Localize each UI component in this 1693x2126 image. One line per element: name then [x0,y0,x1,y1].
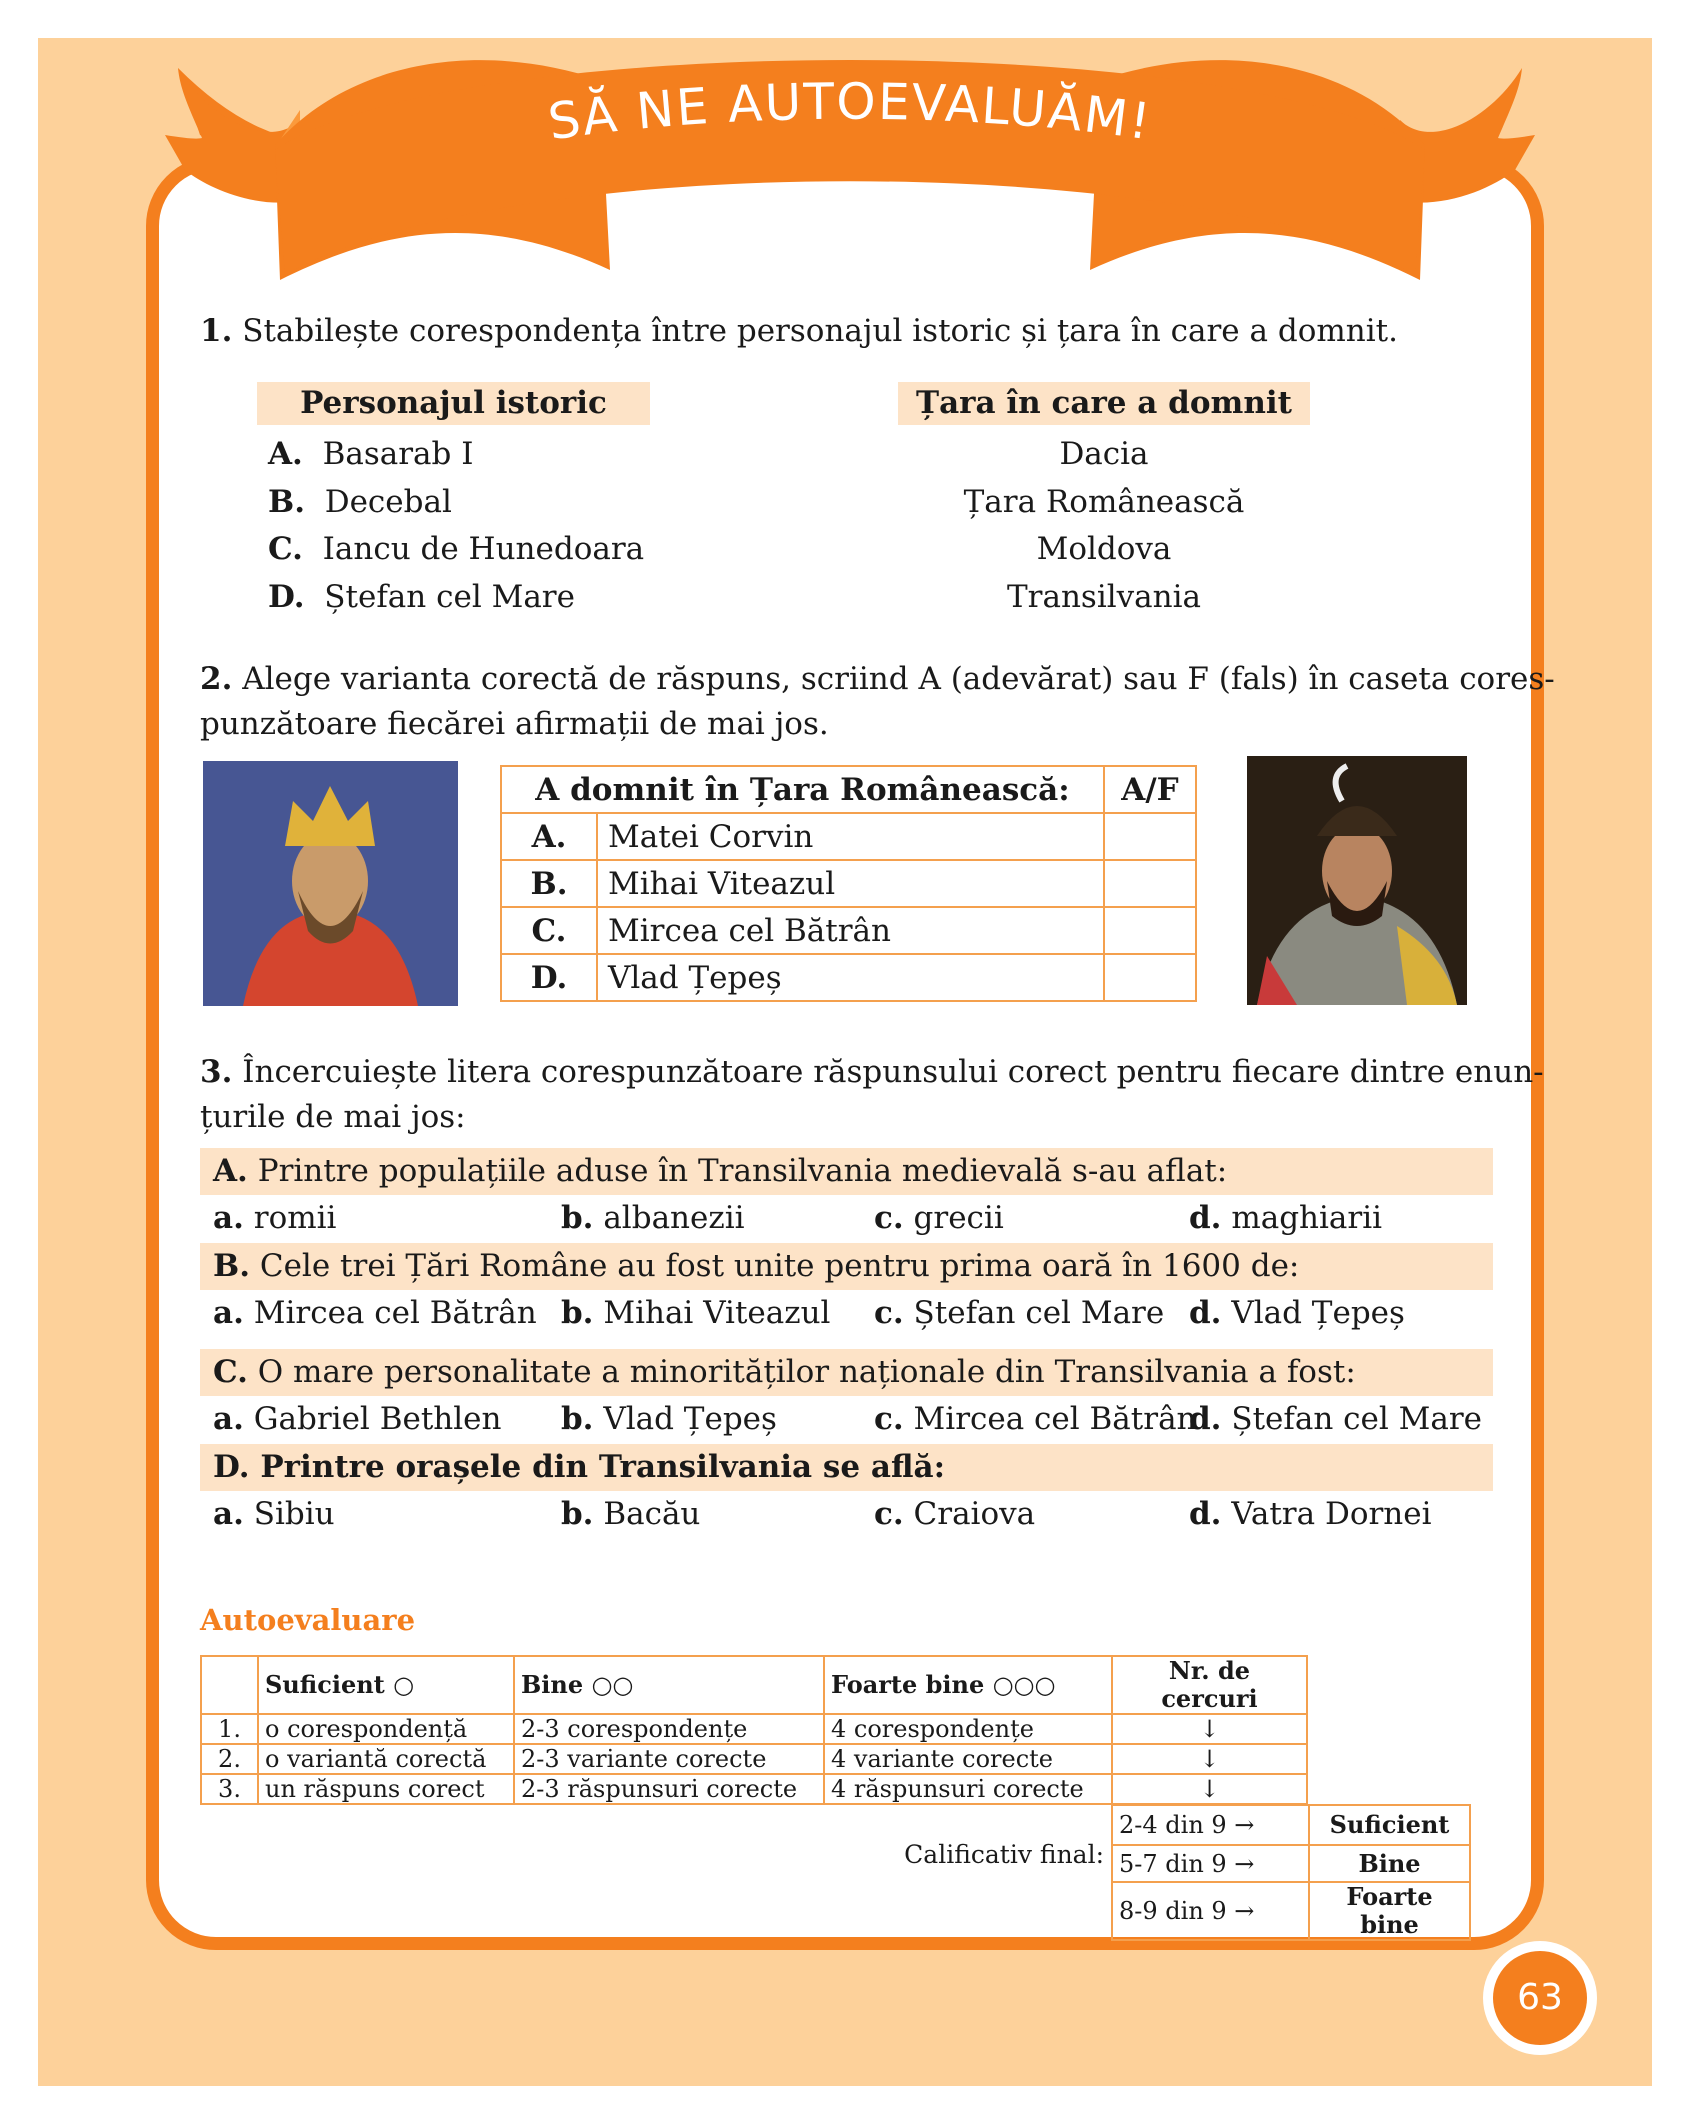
af-answer-box[interactable] [1104,860,1196,907]
country-item: Transilvania [1006,578,1202,615]
q3-item-d-statement: D. Printre orașele din Transilvania se află: [200,1444,1493,1491]
af-answer-box[interactable] [1104,813,1196,860]
portrait-crowned-ruler [203,761,458,1006]
answer-option[interactable]: c. Mircea cel Bătrân [874,1401,1197,1437]
q1-right-header: Țara în care a domnit [898,382,1310,425]
q2-table-header: A domnit în Țara Românească: [501,766,1104,813]
answer-option[interactable]: d. Ștefan cel Mare [1189,1401,1483,1437]
answer-option[interactable]: b. albanezii [561,1200,745,1236]
person-item: C. Iancu de Hunedoara [268,531,645,567]
page-number: 63 [1493,1951,1587,2045]
answer-option[interactable]: c. grecii [874,1200,1004,1236]
answer-option[interactable]: a. romii [213,1200,337,1236]
q3-item-b-statement: B. Cele trei Țări Române au fost unite pentru prima oară în 1600 de: [200,1243,1493,1290]
q1-left-header: Personajul istoric [257,382,650,425]
af-answer-box[interactable] [1104,907,1196,954]
answer-option[interactable]: d. maghiarii [1189,1200,1383,1236]
country-item: Moldova [1036,531,1172,567]
answer-option[interactable]: a. Sibiu [213,1496,335,1532]
table-row: 3. un răspuns corect 2-3 răspunsuri corecte 4 răspunsuri corecte ↓ [201,1774,1307,1804]
table-row: 2. o variantă corectă 2-3 variante corecte 4 variante corecte ↓ [201,1744,1307,1774]
answer-option[interactable]: c. Craiova [874,1496,1036,1532]
table-row: A. Matei Corvin [501,813,1196,860]
answer-option[interactable]: b. Bacău [561,1496,701,1532]
table-row: 1. o corespondență 2-3 corespondențe 4 corespondențe ↓ [201,1714,1307,1744]
person-item: A. Basarab I [268,436,474,472]
q3-prompt: 3. Încercuiește litera corespunzătoare răspunsului corect pentru fiecare dintre enun- țurile de mai jos: [200,1054,1544,1135]
answer-option[interactable]: a. Gabriel Bethlen [213,1401,502,1437]
portrait-mihai-viteazul [1247,756,1467,1005]
answer-option[interactable]: d. Vatra Dornei [1189,1496,1432,1532]
answer-option[interactable]: c. Ștefan cel Mare [874,1295,1165,1331]
table-row: 8-9 din 9 → Foarte bine [1112,1882,1470,1940]
final-grade-label: Calificativ final: [904,1840,1104,1869]
final-grade-table [1111,1804,1471,1941]
q3-item-a-statement: A. Printre populațiile aduse în Transilvania medievală s-au aflat: [200,1148,1493,1195]
autoeval-table: Suficient ○ Bine ○○ Foarte bine ○○○ Nr. de cercuri 1. o corespondență 2-3 corespondențe 4 corespondențe ↓ 2. o variantă corectă 2-3 variante corecte 4 variante corecte ↓ 3. un răspuns corect 2-3 răspunsuri corecte 4 răspunsuri corecte ↓ [200,1655,1308,1805]
autoeval-title: Autoevaluare [200,1603,416,1637]
country-item: Țara Românească [963,483,1245,520]
q1-prompt: 1. Stabilește corespondența între personajul istoric și țara în care a domnit. [200,313,1398,349]
table-row: D. Vlad Țepeș [501,954,1196,1001]
q2-prompt: 2. Alege varianta corectă de răspuns, scriind A (adevărat) sau F (fals) în caseta cores- punzătoare fiecărei afirmații de mai jos. [200,661,1555,742]
country-item: Dacia [1059,436,1149,472]
table-row: C. Mircea cel Bătrân [501,907,1196,954]
answer-option[interactable]: a. Mircea cel Bătrân [213,1295,537,1331]
person-item: D. Ștefan cel Mare [268,578,575,615]
answer-option[interactable]: d. Vlad Țepeș [1189,1295,1405,1331]
person-item: B. Decebal [268,483,452,520]
af-header: A/F [1104,766,1196,813]
answer-option[interactable]: b. Vlad Țepeș [561,1401,777,1437]
title-banner [150,40,1550,320]
table-row: 5-7 din 9 → Bine [1112,1845,1470,1882]
q1-country-list [898,431,1310,621]
page-number-badge [1483,1941,1597,2055]
table-row: B. Mihai Viteazul [501,860,1196,907]
table-row: 2-4 din 9 → Suficient [1112,1805,1470,1845]
banner-title: SĂ NE AUTOEVALUĂM! [544,72,1156,152]
q1-people-list [268,431,644,621]
af-answer-box[interactable] [1104,954,1196,1001]
answer-option[interactable]: b. Mihai Viteazul [561,1295,831,1331]
q3-item-c-statement: C. O mare personalitate a minorităților naționale din Transilvania a fost: [200,1349,1493,1396]
q2-table [500,765,1197,1002]
